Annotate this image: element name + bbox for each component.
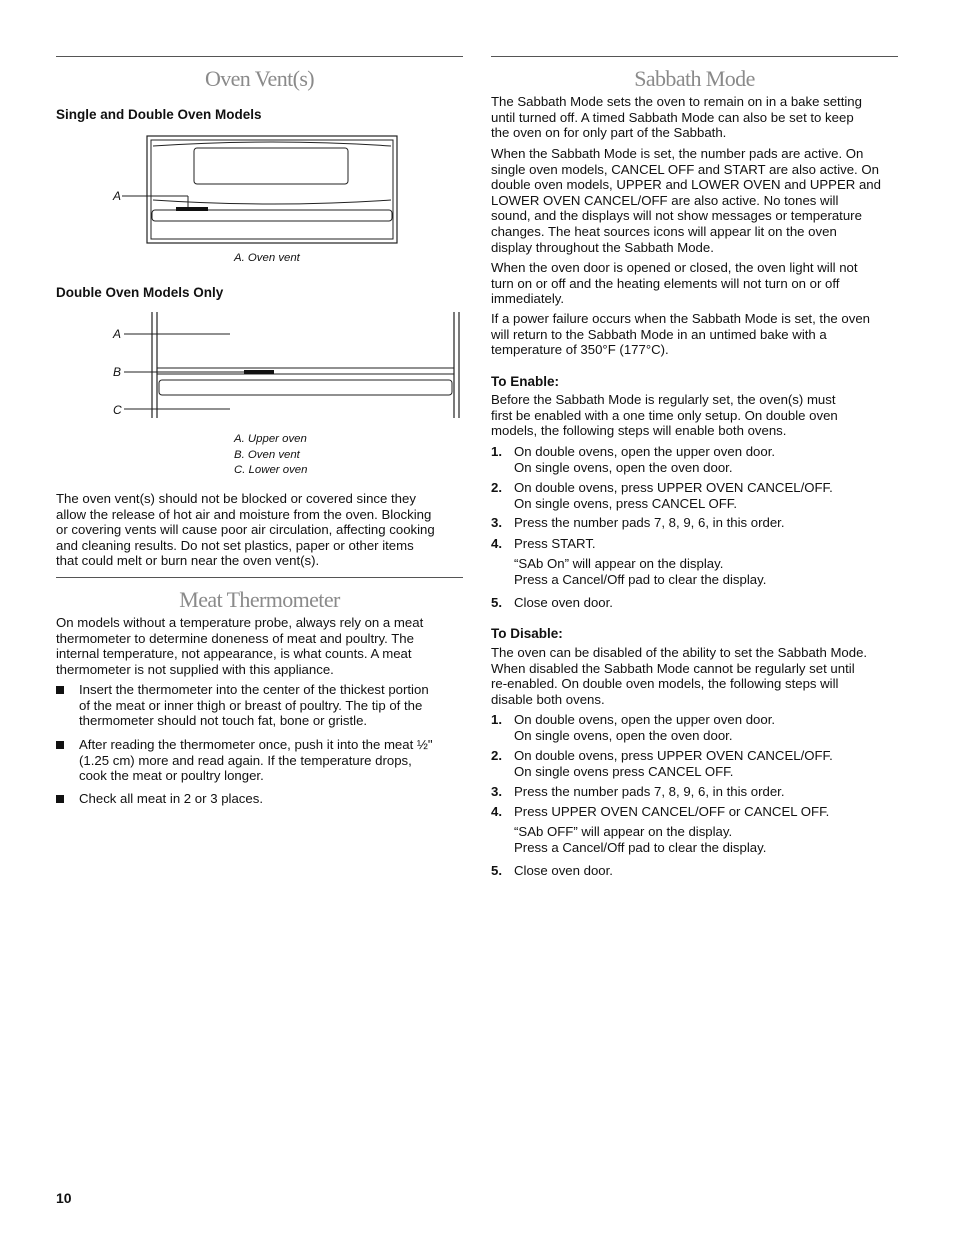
fig2-caption-c: C. Lower oven (234, 464, 308, 476)
enable-heading: To Enable: (491, 374, 560, 389)
fig2-label-c: C (113, 403, 122, 417)
oven-vents-title: Oven Vent(s) (204, 66, 315, 91)
fig1-label-a: A (113, 189, 122, 203)
double-only-heading: Double Oven Models Only (56, 285, 224, 300)
single-oven-vent-diagram (116, 132, 461, 247)
meat-intro: On models without a temperature probe, always rely on a meat thermometer to determine doneness of meat and poultry. The internal temperature, not appearance, is what counts. A meat thermometer is not supplied with this appliance. (56, 615, 424, 677)
oven-vents-body: The oven vent(s) should not be blocked or covered since they allow the release of hot air and moisture from the oven. Blocking or covering vents will cause poor air circulation, affecting cooking and cleaning results. Do not set plastics, paper or other items that could melt or burn near the oven vent(s). (56, 491, 435, 569)
fig2-label-a: A (113, 327, 122, 341)
disable-heading: To Disable: (491, 626, 563, 641)
fig2-caption-b: B. Oven vent (234, 449, 300, 461)
bullet-icon (56, 795, 64, 803)
sabbath-para-2: When the Sabbath Mode is set, the number pads are active. On single oven models, CANCEL OFF and START are also active. On double oven models, UPPER and LOWER OVEN and UPPER and LOWER OVEN CANCEL/OFF are also active. No tones will sound, and the displays will not show messages or temperature changes. The heat sources icons will appear lit on the oven display throughout the Sabbath Mode. (491, 146, 881, 255)
fig2-caption-a: A. Upper oven (234, 433, 307, 445)
double-oven-vent-diagram (116, 310, 461, 420)
fig2-label-b: B (113, 365, 122, 379)
fig1-caption: A. Oven vent (234, 252, 300, 264)
sabbath-title: Sabbath Mode (634, 66, 755, 91)
top-rule-left (56, 56, 463, 57)
sabbath-para-4: If a power failure occurs when the Sabbath Mode is set, the oven will return to the Sabbath Mode in an untimed bake with a temperature of 350°F (177°C). (491, 311, 870, 358)
enable-intro: Before the Sabbath Mode is regularly set, the oven(s) must first be enabled with a one time only setup. On double oven models, the following steps will enable both ovens. (491, 392, 838, 439)
section-rule-meat (56, 577, 463, 578)
meat-thermometer-title: Meat Thermometer (179, 587, 340, 612)
sabbath-para-3: When the oven door is opened or closed, the oven light will not turn on or off and the heating elements will not turn on or off immediately. (491, 260, 858, 307)
single-double-heading: Single and Double Oven Models (56, 107, 262, 122)
disable-intro: The oven can be disabled of the ability to set the Sabbath Mode. When disabled the Sabbath Mode cannot be regularly set until re-enabled. On double oven models, the following steps will disable both ovens. (491, 645, 868, 707)
bullet-icon (56, 741, 64, 749)
sabbath-para-1: The Sabbath Mode sets the oven to remain on in a bake setting until turned off. A timed Sabbath Mode can also be set to keep the oven on for only part of the Sabbath. (491, 94, 862, 141)
bullet-icon (56, 686, 64, 694)
top-rule-right (491, 56, 898, 57)
page-number: 10 (56, 1190, 72, 1206)
